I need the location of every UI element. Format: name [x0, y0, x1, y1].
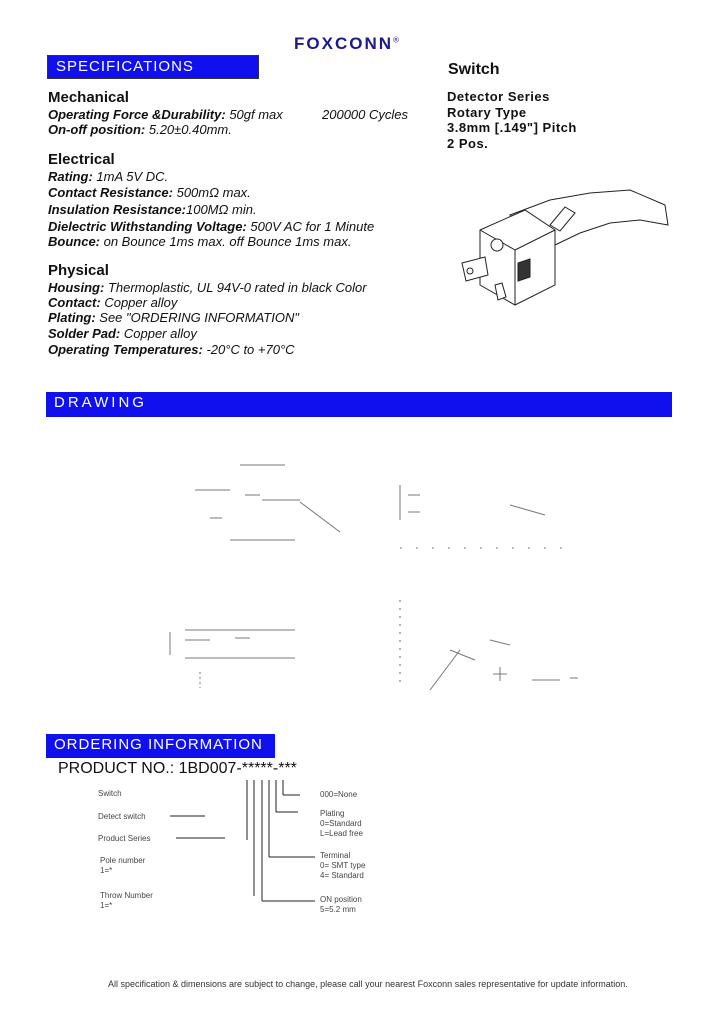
- order-label: Throw Number: [100, 891, 153, 900]
- order-label: 5=5.2 mm: [320, 905, 356, 914]
- order-label: Switch: [98, 789, 122, 798]
- spec-line: Contact: Copper alloy: [48, 295, 178, 310]
- order-label: 0=Standard: [320, 819, 362, 828]
- order-label: 0= SMT type: [320, 861, 366, 870]
- spec-line: On-off position: 5.20±0.40mm.: [48, 122, 232, 137]
- ordering-header: ORDERING INFORMATION: [46, 734, 275, 758]
- electrical-heading: Electrical: [48, 151, 115, 168]
- spec-line: Insulation Resistance:100MΩ min.: [48, 202, 257, 217]
- product-line: 2 Pos.: [447, 135, 489, 151]
- mechanical-heading: Mechanical: [48, 89, 129, 106]
- spec-line: Operating Force &Durability: 50gf max: [48, 107, 283, 122]
- spec-line: Solder Pad: Copper alloy: [48, 326, 197, 341]
- product-title: Switch: [448, 61, 500, 78]
- order-label: ON position: [320, 895, 362, 904]
- spec-line: Housing: Thermoplastic, UL 94V-0 rated in black Color: [48, 280, 367, 295]
- drawing-header: DRAWING: [46, 392, 672, 417]
- spec-line: Bounce: on Bounce 1ms max. off Bounce 1ms max.: [48, 234, 352, 249]
- order-label: 1=*: [100, 866, 113, 875]
- order-label: Plating: [320, 809, 345, 818]
- spec-line: Dielectric Withstanding Voltage: 500V AC for 1 Minute: [48, 219, 375, 234]
- foxconn-logo: FOXCONN®: [294, 34, 401, 53]
- order-label: Product Series: [98, 834, 151, 843]
- spec-line: Rating: 1mA 5V DC.: [48, 169, 169, 184]
- order-label: Terminal: [320, 851, 351, 860]
- spec-extra: 200000 Cycles: [322, 107, 408, 122]
- order-label: Detect switch: [98, 812, 146, 821]
- order-label: 4= Standard: [320, 871, 364, 880]
- physical-heading: Physical: [48, 262, 109, 279]
- order-label: L=Lead free: [320, 829, 363, 838]
- product-line: Detector Series: [447, 89, 550, 104]
- product-line: Rotary Type: [447, 104, 527, 120]
- product-line: 3.8mm [.149"] Pitch: [447, 120, 577, 135]
- specifications-header: SPECIFICATIONS: [47, 55, 259, 79]
- order-label: 1=*: [100, 901, 113, 910]
- spec-line: Plating: See "ORDERING INFORMATION": [48, 310, 299, 325]
- footer-disclaimer: All specification & dimensions are subject to change, please call your nearest Foxconn sales representative for update information.: [108, 979, 628, 989]
- order-label: 000=None: [320, 790, 358, 799]
- spec-line: Contact Resistance: 500mΩ max.: [48, 185, 251, 200]
- order-label: Pole number: [100, 856, 146, 865]
- product-number: PRODUCT NO.: 1BD007-*****-***: [58, 760, 297, 777]
- spec-line: Operating Temperatures: -20°C to +70°C: [48, 342, 295, 357]
